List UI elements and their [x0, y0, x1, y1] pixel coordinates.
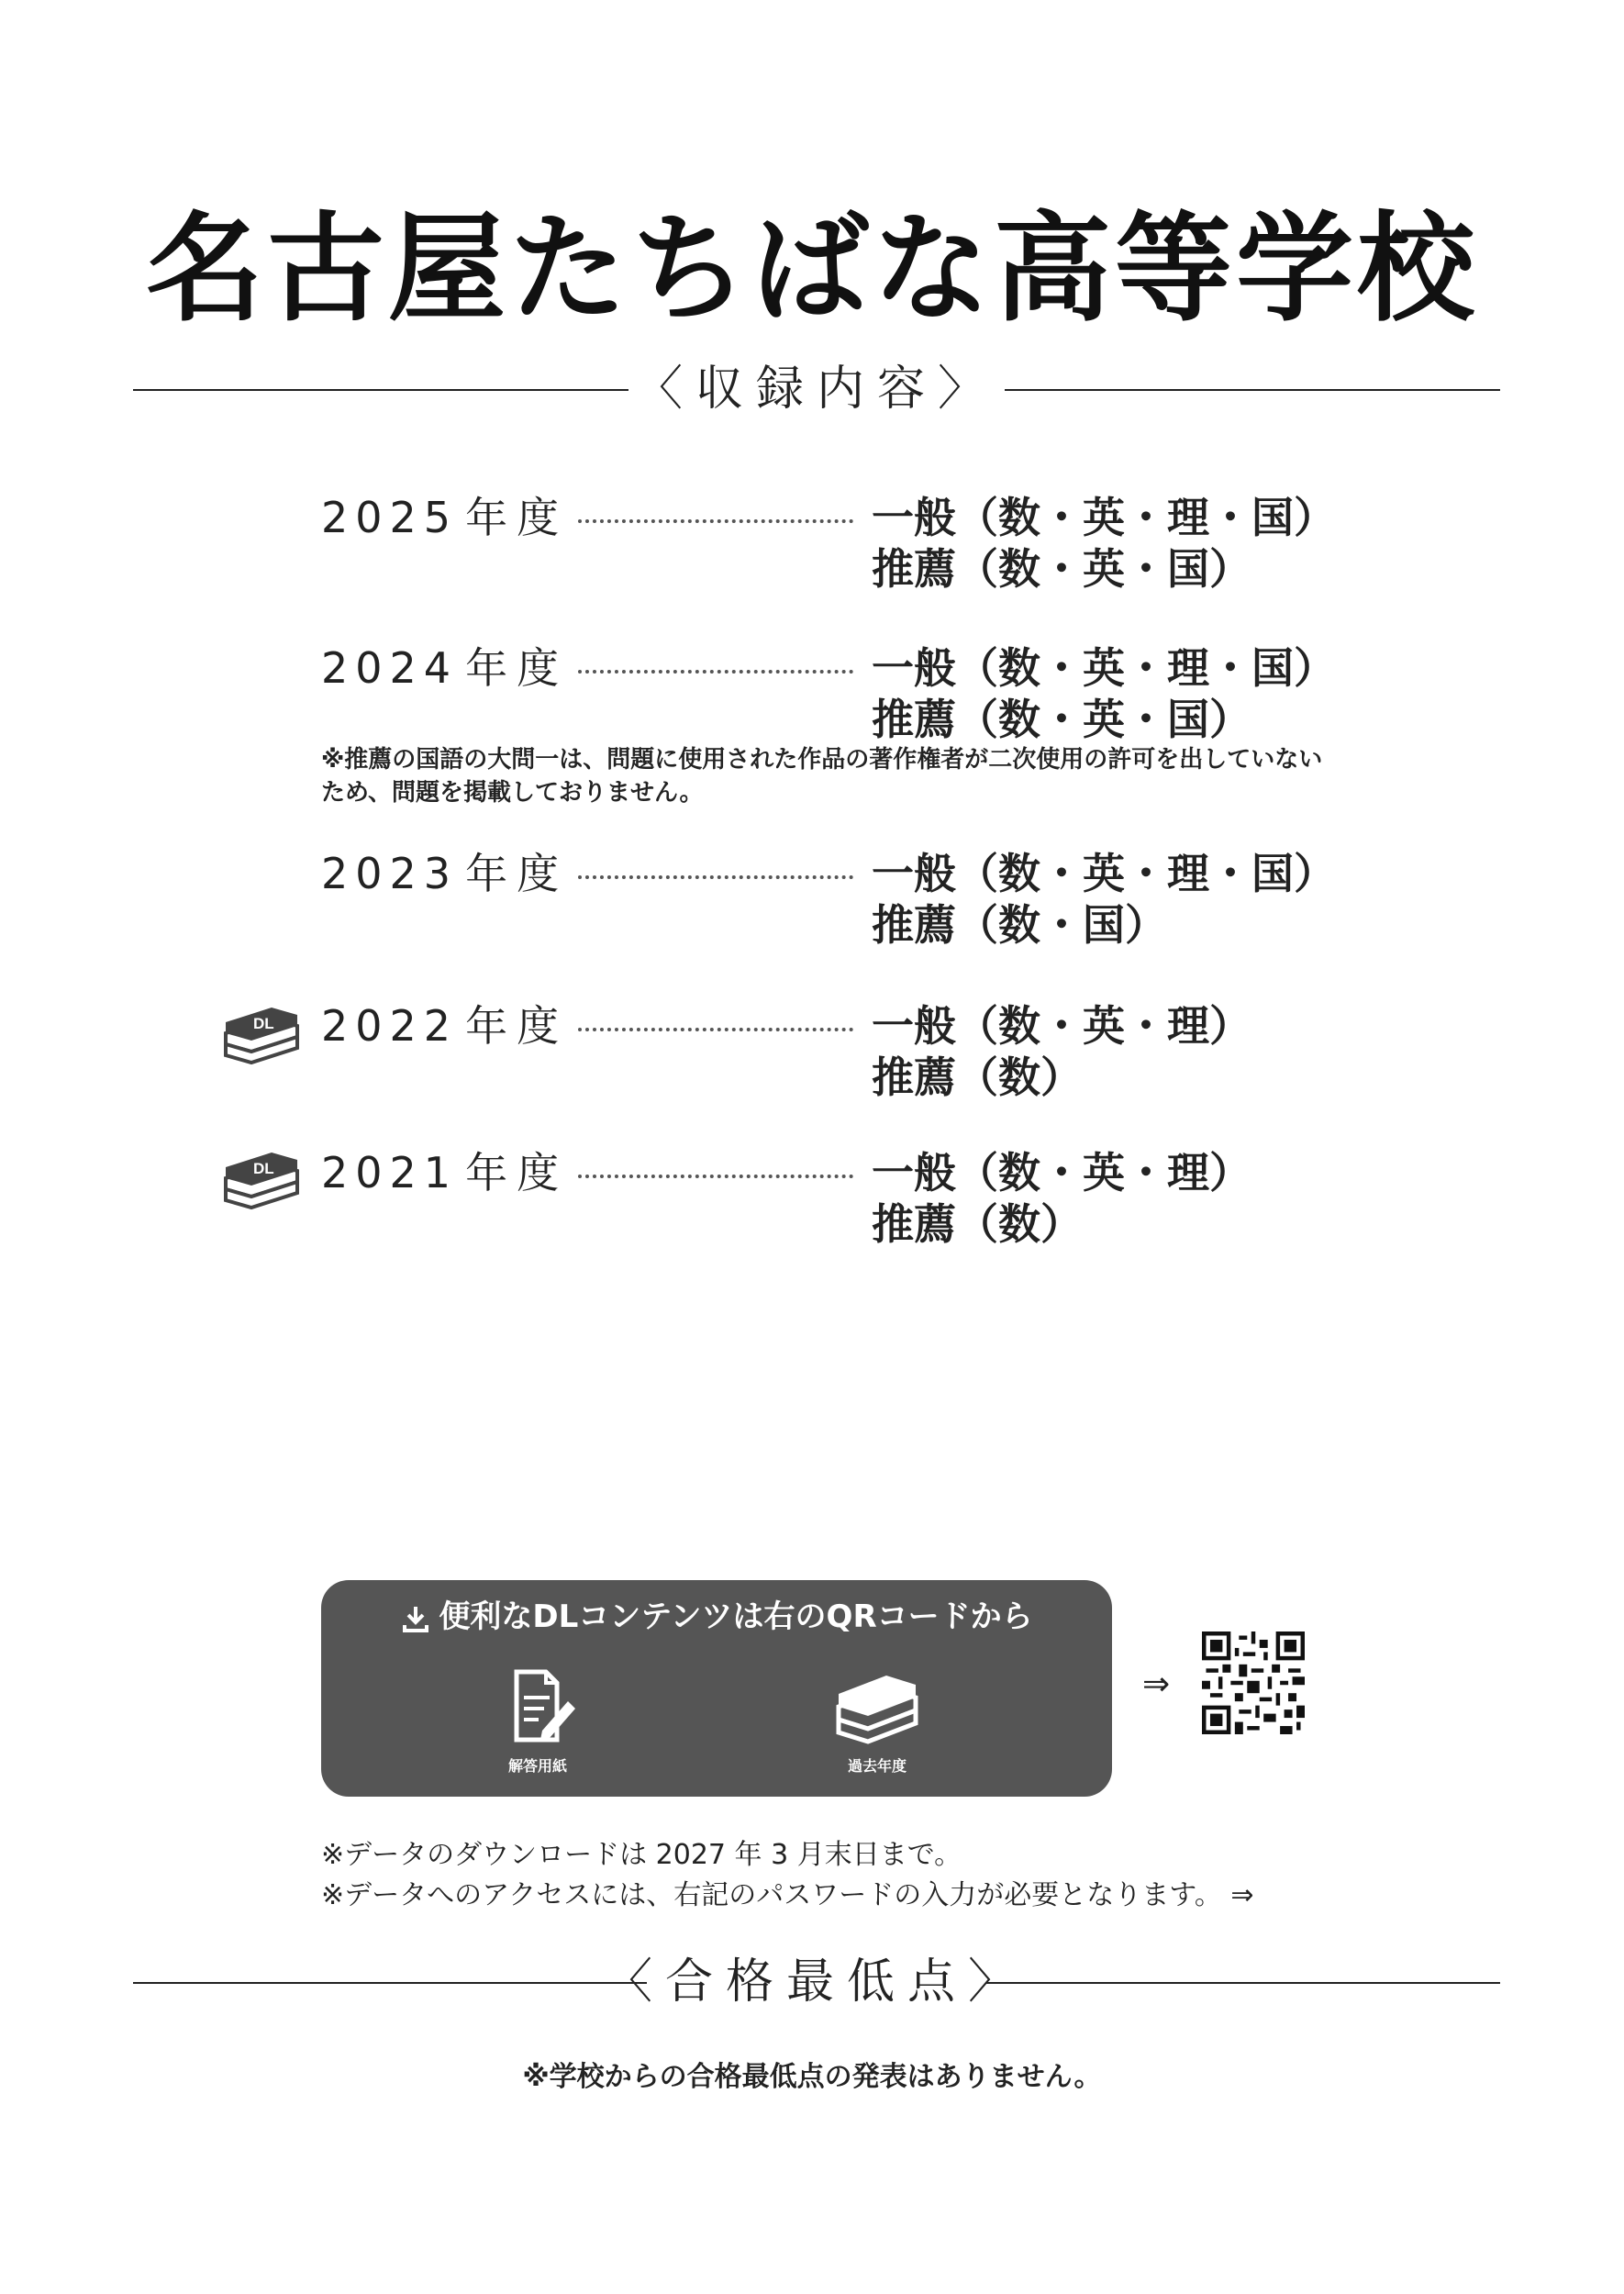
arrow-to-qr: ⇒ — [1142, 1665, 1171, 1703]
dotted-leader — [578, 670, 853, 674]
qr-code-icon[interactable] — [1202, 1631, 1305, 1734]
subject-line: 推薦（数） — [872, 1052, 1083, 1102]
past-years-books-icon — [831, 1665, 923, 1747]
subject-line: 一般（数・英・理・国） — [872, 493, 1336, 542]
dotted-leader — [578, 875, 853, 879]
passing-score-heading: 〈合格最低点〉 — [604, 1954, 1029, 2010]
download-icon — [400, 1603, 431, 1634]
subject-line: 推薦（数・国） — [872, 900, 1167, 950]
subject-list — [872, 642, 1336, 745]
year-label: 2024 年度 — [321, 643, 569, 693]
dl-badge-text: DL — [253, 1160, 274, 1177]
download-deadline-note: ※データのダウンロードは 2027 年 3 月末日まで。 — [321, 1839, 962, 1871]
dotted-leader — [578, 1175, 853, 1178]
subject-list — [872, 1147, 1251, 1250]
download-notes — [321, 1835, 1254, 1916]
dl-item-answer-sheet[interactable] — [464, 1665, 611, 1776]
password-note: ※データへのアクセスには、右記のパスワードの入力が必要となります。 ⇒ — [321, 1879, 1254, 1911]
dl-item-caption: 過去年度 — [847, 1757, 907, 1775]
dl-item-past-years[interactable] — [804, 1665, 951, 1776]
contents-section-header — [133, 352, 1500, 426]
passing-score-section-header — [133, 1945, 1500, 2019]
contents-heading: 〈収録内容〉 — [634, 362, 998, 417]
subject-line: 一般（数・英・理） — [872, 1001, 1251, 1051]
answer-sheet-icon — [496, 1665, 579, 1747]
subject-line: 一般（数・英・理・国） — [872, 643, 1336, 693]
dl-item-caption: 解答用紙 — [507, 1757, 567, 1775]
subject-list — [872, 492, 1336, 595]
dl-badge-text: DL — [253, 1015, 274, 1032]
subject-line: 推薦（数） — [872, 1199, 1083, 1249]
dotted-leader — [578, 1028, 853, 1031]
year-label: 2023 年度 — [321, 849, 569, 898]
dl-box-heading: 便利なDLコンテンツは右のQRコードから — [321, 1597, 1112, 1637]
dl-books-icon — [217, 998, 305, 1072]
year-label: 2021 年度 — [321, 1148, 569, 1197]
subject-line: 一般（数・英・理・国） — [872, 849, 1336, 898]
page-title: 名古屋たちばな高等学校 — [145, 201, 1478, 338]
passing-score-note: ※学校からの合格最低点の発表はありません。 — [522, 2061, 1102, 2093]
subject-line: 一般（数・英・理） — [872, 1148, 1251, 1197]
dl-books-icon — [217, 1143, 305, 1217]
subject-list — [872, 1000, 1251, 1103]
dotted-leader — [578, 519, 853, 523]
subject-line: 推薦（数・英・国） — [872, 544, 1251, 594]
subject-line: 推薦（数・英・国） — [872, 695, 1251, 744]
year-label: 2022 年度 — [321, 1001, 569, 1051]
subject-list — [872, 848, 1336, 951]
copyright-note: ※推薦の国語の大問一は、問題に使用された作品の著作権者が二次使用の許可を出していないため、問題を掲載しておりません。 — [321, 746, 1323, 807]
dl-contents-box — [321, 1580, 1112, 1797]
year-label: 2025 年度 — [321, 493, 569, 542]
